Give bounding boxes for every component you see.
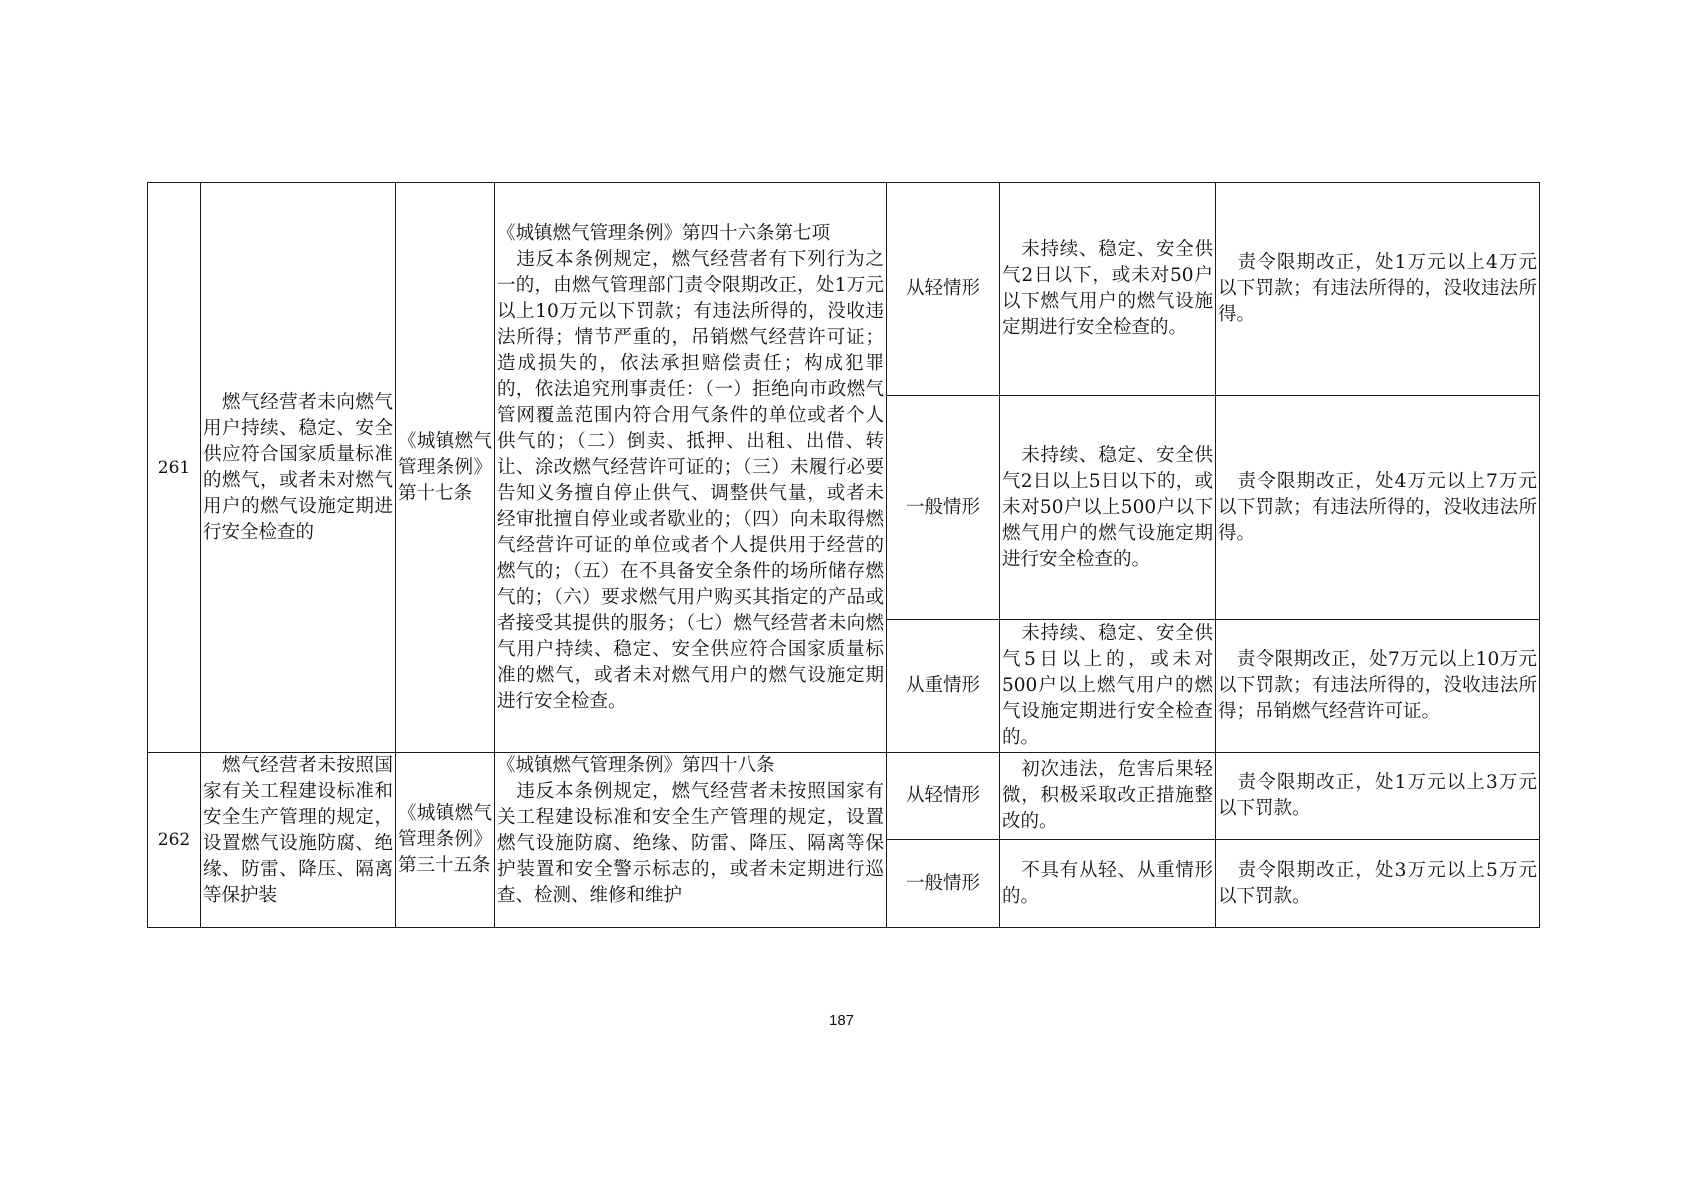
violation-behavior-text: 燃气经营者未按照国家有关工程建设标准和安全生产管理的规定，设置燃气设施防腐、绝缘、防雷、降压、隔离等保护装 bbox=[203, 755, 393, 906]
item-number: 261 bbox=[148, 183, 201, 753]
provision-text: 违反本条例规定，燃气经营者有下列行为之一的，由燃气管理部门责令限期改正，处1万元以上10万元以下罚款；有违法所得的，没收违法所得；情节严重的，吊销燃气经营许可证；造成损失的，依法承担赔偿责任；构成犯罪的，依法追究刑事责任：（一）拒绝向市政燃气管网覆盖范围内符合用气条件的单位或者个人供气的；（二）倒卖、抵押、出租、出借、转让、涂改燃气经营许可证的；（三）未履行必要告知义务擅自停止供气、调整供气量，或者未经审批擅自停业或者歇业的；（四）向未取得燃气经营许可证的单位或者个人提供用于经营的燃气的；（五）在不具备安全条件的场所储存燃气的；（六）要求燃气用户购买其指定的产品或者接受其提供的服务；（七）燃气经营者未向燃气用户持续、稳定、安全供应符合国家质量标准的燃气，或者未对燃气用户的燃气设施定期进行安全检查。 bbox=[497, 248, 884, 712]
legal-basis: 《城镇燃气管理条例》第三十五条 bbox=[396, 753, 495, 928]
penalty-measure: 责令限期改正，处3万元以上5万元以下罚款。 bbox=[1216, 840, 1540, 928]
item-number: 262 bbox=[148, 753, 201, 928]
penalty-measure: 责令限期改正，处1万元以上3万元以下罚款。 bbox=[1216, 753, 1540, 840]
discretion-standard: 初次违法，危害后果轻微，积极采取改正措施整改的。 bbox=[1000, 753, 1216, 840]
discretion-standard: 不具有从轻、从重情形的。 bbox=[1000, 840, 1216, 928]
penalty-measure: 责令限期改正，处1万元以上4万元以下罚款；有违法所得的，没收违法所得。 bbox=[1216, 183, 1540, 396]
discretion-standard: 未持续、稳定、安全供气2日以下，或未对50户以下燃气用户的燃气设施定期进行安全检查的。 bbox=[1000, 183, 1216, 396]
circumstance-level: 一般情形 bbox=[887, 840, 1000, 928]
provision-clip bbox=[497, 753, 884, 925]
circumstance-level: 从轻情形 bbox=[887, 183, 1000, 396]
circumstance-level: 从重情形 bbox=[887, 620, 1000, 753]
violation-behavior bbox=[201, 753, 396, 928]
penalty-provision bbox=[495, 183, 887, 753]
provision-title: 《城镇燃气管理条例》第四十六条第七项 bbox=[497, 222, 831, 244]
circumstance-level: 一般情形 bbox=[887, 396, 1000, 620]
page-number: 187 bbox=[828, 1012, 855, 1029]
penalty-standards-table bbox=[147, 182, 1540, 928]
penalty-measure: 责令限期改正，处7万元以上10万元以下罚款；有违法所得的，没收违法所得；吊销燃气经营许可证。 bbox=[1216, 620, 1540, 753]
legal-basis: 《城镇燃气管理条例》第十七条 bbox=[396, 183, 495, 753]
table-row bbox=[148, 183, 1540, 396]
penalty-provision bbox=[495, 753, 887, 928]
provision-title: 《城镇燃气管理条例》第四十八条 bbox=[497, 755, 775, 776]
table-row bbox=[148, 753, 1540, 840]
discretion-standard: 未持续、稳定、安全供气2日以上5日以下的，或未对50户以上500户以下燃气用户的燃气设施定期进行安全检查的。 bbox=[1000, 396, 1216, 620]
circumstance-level: 从轻情形 bbox=[887, 753, 1000, 840]
penalty-measure: 责令限期改正，处4万元以上7万元以下罚款；有违法所得的，没收违法所得。 bbox=[1216, 396, 1540, 620]
violation-behavior: 燃气经营者未向燃气用户持续、稳定、安全供应符合国家质量标准的燃气，或者未对燃气用户的燃气设施定期进行安全检查的 bbox=[201, 183, 396, 753]
provision-text: 违反本条例规定，燃气经营者未按照国家有关工程建设标准和安全生产管理的规定，设置燃气设施防腐、绝缘、防雷、降压、隔离等保护装置和安全警示标志的，或者未定期进行巡查、检测、维修和维护 bbox=[497, 781, 884, 906]
discretion-standard: 未持续、稳定、安全供气5日以上的，或未对500户以上燃气用户的燃气设施定期进行安全检查的。 bbox=[1000, 620, 1216, 753]
